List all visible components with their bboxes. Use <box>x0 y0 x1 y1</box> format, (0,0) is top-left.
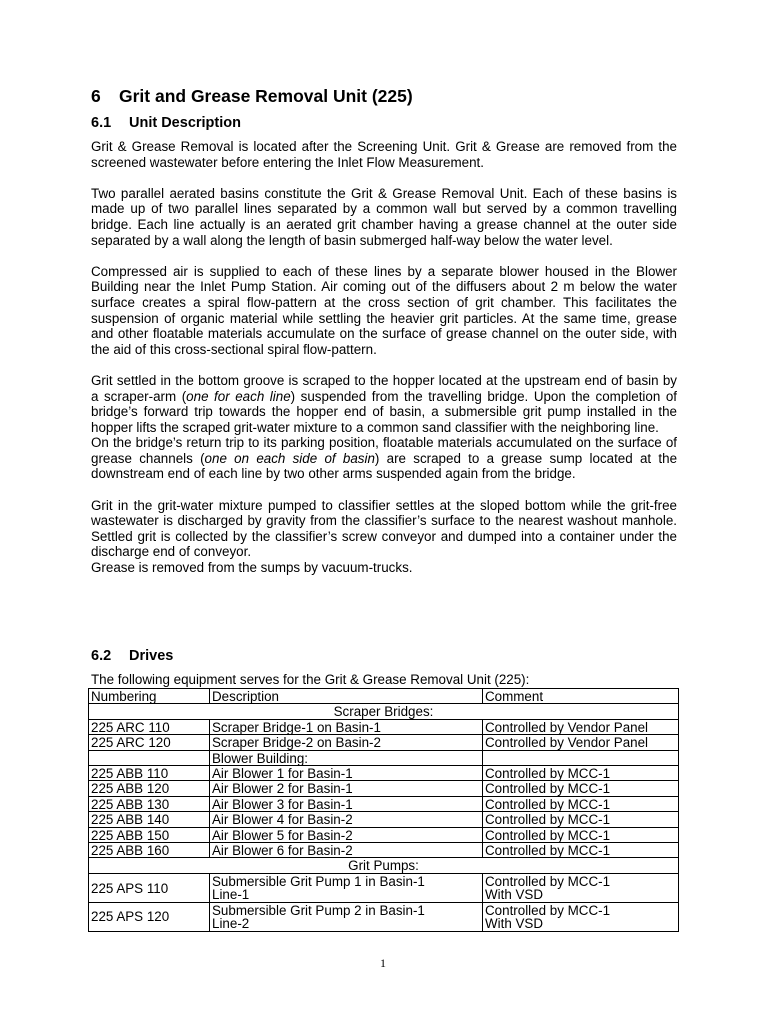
group-row <box>89 750 679 765</box>
paragraph: Grease is removed from the sumps by vacuum-trucks. <box>91 560 413 576</box>
table-cell: 225 ARC 120 <box>89 735 210 750</box>
table-cell: Submersible Grit Pump 1 in Basin-1 Line-1 <box>210 873 483 902</box>
paragraph: Grit settled in the bottom groove is scraped to the hopper located at the upstream end of basin by a scraper-arm (one for each line) suspended from the travelling bridge. Upon the completion of bridge’s forward trip towards the hopper end of basin, a submersible grit pump installed in the hopper lifts the scraped grit-water mixture to a common sand classifier with the neighboring line. <box>91 372 677 435</box>
table-cell: 225 ABB 150 <box>89 827 210 842</box>
section-title: Grit and Grease Removal Unit (225) <box>119 86 413 106</box>
table-cell: 225 ARC 110 <box>89 719 210 734</box>
header-cell: Numbering <box>89 689 210 704</box>
table-cell: Controlled by MCC-1 <box>483 827 679 842</box>
table-cell: Controlled by MCC-1 With VSD <box>483 902 679 931</box>
table-cell: Scraper Bridge-1 on Basin-1 <box>210 719 483 734</box>
table-cell: Air Blower 4 for Basin-2 <box>210 812 483 827</box>
table-row <box>89 873 679 902</box>
group-label: Grit Pumps: <box>89 858 679 873</box>
table-cell: 225 APS 110 <box>89 873 210 902</box>
subsection-number: 6.2 <box>91 648 112 664</box>
header-cell: Comment <box>483 689 679 704</box>
section-heading <box>91 86 413 107</box>
table-cell: Controlled by MCC-1 <box>483 843 679 858</box>
table-header-row <box>89 689 679 704</box>
equipment-table <box>88 688 679 932</box>
group-label: Scraper Bridges: <box>89 704 679 719</box>
table-cell: 225 ABB 140 <box>89 812 210 827</box>
table-row <box>89 827 679 842</box>
table-row <box>89 781 679 796</box>
table-row <box>89 735 679 750</box>
table-cell: Air Blower 3 for Basin-1 <box>210 796 483 811</box>
table-row <box>89 812 679 827</box>
table-cell: 225 ABB 120 <box>89 781 210 796</box>
group-label: Blower Building: <box>210 750 483 765</box>
table-cell: Controlled by MCC-1 With VSD <box>483 873 679 902</box>
table-cell: Air Blower 5 for Basin-2 <box>210 827 483 842</box>
table-cell: 225 APS 120 <box>89 902 210 931</box>
subsection-title: Unit Description <box>129 115 241 131</box>
table-cell: Controlled by MCC-1 <box>483 766 679 781</box>
table-row <box>89 796 679 811</box>
table-intro: The following equipment serves for the Grit & Grease Removal Unit (225): <box>91 672 530 687</box>
section-number: 6 <box>91 86 101 106</box>
table-row <box>89 902 679 931</box>
paragraph: Compressed air is supplied to each of these lines by a separate blower housed in the Blower Building near the Inlet Pump Station. Air coming out of the diffusers about 2 m below the water surface creates a spiral flow-pattern at the cross section of grit chamber. This facilitates the suspension of organic material while settling the heavier grit particles. At the same time, grease and other floatable materials accumulate on the surface of grease channel on the outer side, with the aid of this cross-sectional spiral flow-pattern. <box>91 263 677 357</box>
table-row <box>89 843 679 858</box>
table-cell: Controlled by Vendor Panel <box>483 719 679 734</box>
page-number: 1 <box>380 956 386 970</box>
paragraph: On the bridge’s return trip to its parking position, floatable materials accumulated on the surface of grease channels (one on each side of basin) are scraped to a grease sump located at the downstream end of each line by two other arms suspended again from the bridge. <box>91 435 678 482</box>
table-cell: 225 ABB 110 <box>89 766 210 781</box>
table-cell: Air Blower 6 for Basin-2 <box>210 843 483 858</box>
table-cell: Controlled by Vendor Panel <box>483 735 679 750</box>
group-row <box>89 704 679 719</box>
table-cell: Controlled by MCC-1 <box>483 781 679 796</box>
paragraph: Grit & Grease Removal is located after the Screening Unit. Grit & Grease are removed from the screened wastewater before entering the Inlet Flow Measurement. <box>91 139 677 170</box>
table-cell: 225 ABB 160 <box>89 843 210 858</box>
table-cell: Air Blower 2 for Basin-1 <box>210 781 483 796</box>
table-cell: Air Blower 1 for Basin-1 <box>210 766 483 781</box>
table-row <box>89 766 679 781</box>
table-cell: Submersible Grit Pump 2 in Basin-1 Line-2 <box>210 902 483 931</box>
table-cell: 225 ABB 130 <box>89 796 210 811</box>
body-text <box>91 139 677 576</box>
header-cell: Description <box>210 689 483 704</box>
paragraph: Two parallel aerated basins constitute the Grit & Grease Removal Unit. Each of these basins is made up of two parallel lines separated by a common wall but served by a common travelling bridge. Each line actually is an aerated grit chamber having a grease channel at the outer side separated by a wall along the length of basin submerged half-way below the water level. <box>91 185 677 248</box>
subsection-number: 6.1 <box>91 115 112 131</box>
subsection-heading-unit-description <box>91 115 241 131</box>
table-cell: Controlled by MCC-1 <box>483 796 679 811</box>
subsection-title: Drives <box>129 648 174 664</box>
table-cell: Scraper Bridge-2 on Basin-2 <box>210 735 483 750</box>
table-cell <box>89 750 210 765</box>
subsection-heading-drives <box>91 648 173 664</box>
table-cell: Controlled by MCC-1 <box>483 812 679 827</box>
table-row <box>89 719 679 734</box>
group-row <box>89 858 679 873</box>
paragraph: Grit in the grit-water mixture pumped to classifier settles at the sloped bottom while the grit-free wastewater is discharged by gravity from the classifier’s surface to the nearest washout manhole. Settled grit is collected by the classifier’s screw conveyor and dumped into a container under the discharge end of conveyor. <box>91 497 677 560</box>
table-cell <box>483 750 679 765</box>
